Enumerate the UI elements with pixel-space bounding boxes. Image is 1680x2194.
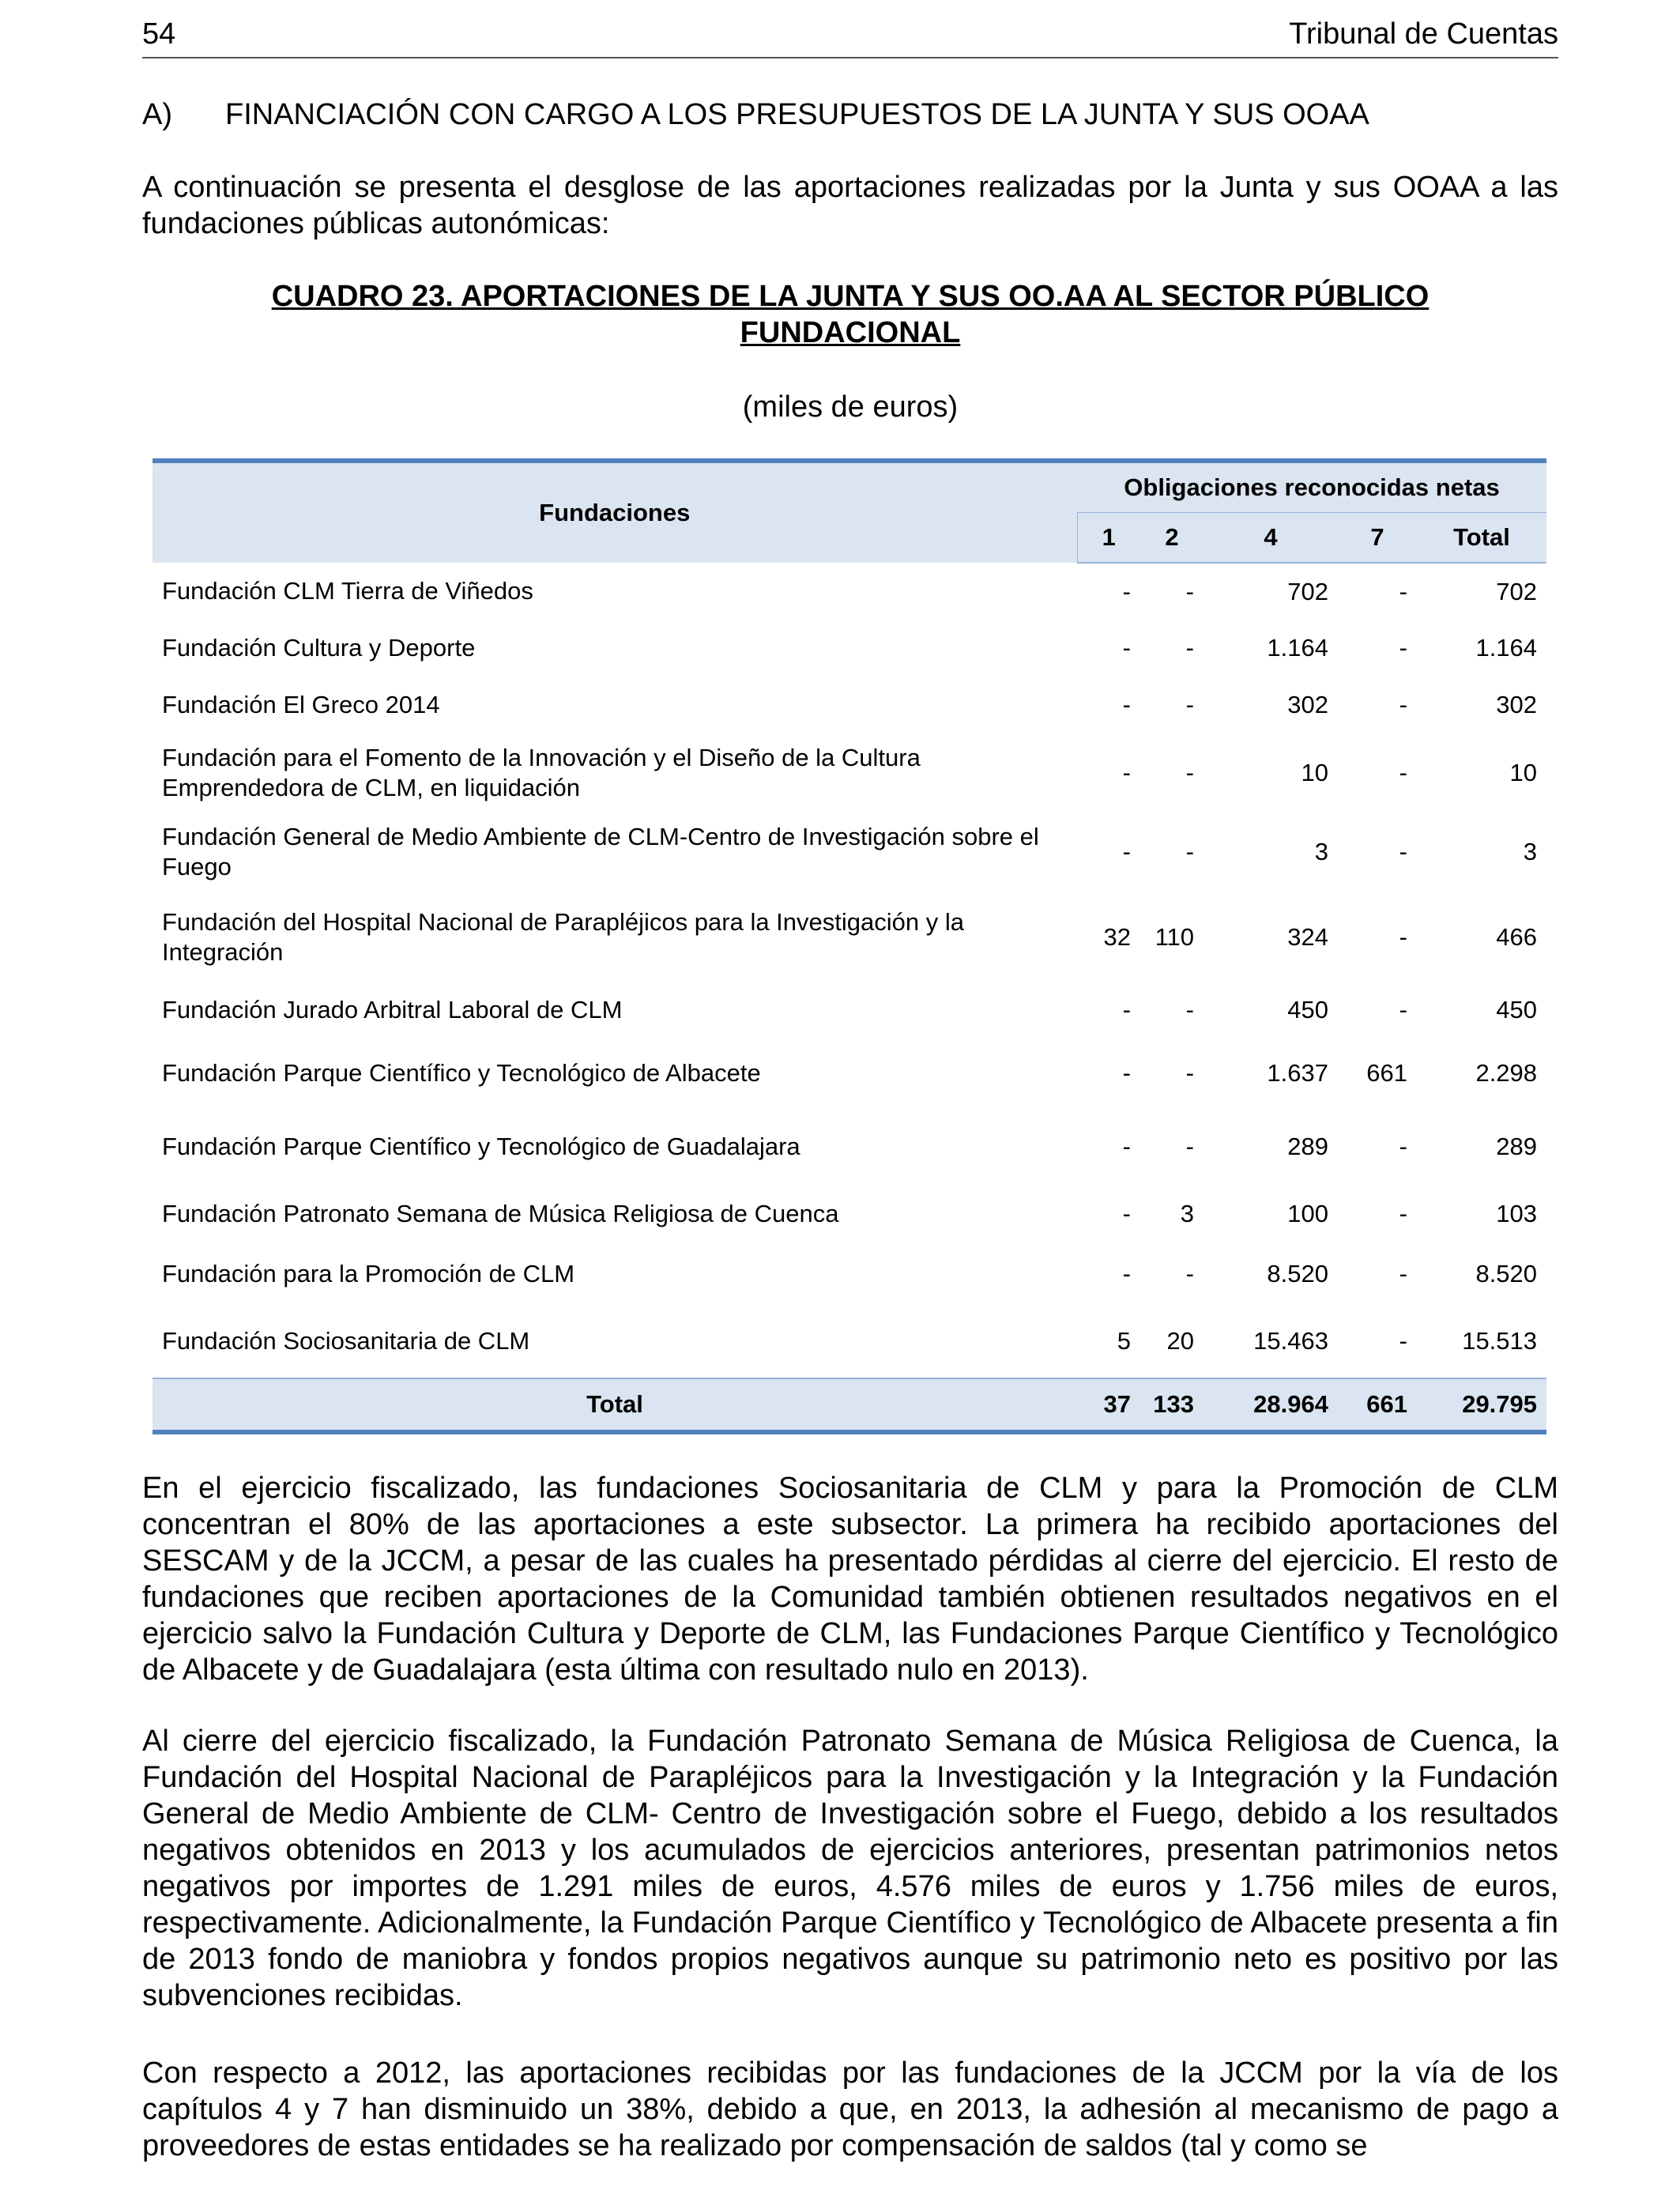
row-name: Fundación CLM Tierra de Viñedos [162, 577, 533, 605]
cell-c1: - [1122, 1260, 1131, 1287]
cell-c4: 302 [1287, 691, 1328, 718]
cell-c7: - [1399, 577, 1407, 605]
cell-c2: - [1185, 759, 1194, 786]
table-row [153, 1304, 1546, 1378]
cell-c1: - [1122, 1059, 1131, 1087]
cell-c2: - [1185, 996, 1194, 1023]
cell-c7: 661 [1366, 1059, 1407, 1087]
cell-total: 10 [1509, 759, 1538, 786]
table-units: (miles de euros) [742, 390, 959, 424]
cell-total: 3 [1523, 838, 1538, 865]
cell-c7: - [1399, 691, 1407, 718]
row-name: Fundación El Greco 2014 [162, 691, 440, 718]
cell-c7: - [1399, 838, 1407, 865]
row-name: Fundación Cultura y Deporte [162, 634, 476, 662]
aportaciones-table [153, 458, 1546, 1434]
table-row [153, 677, 1546, 733]
header-col-2: 2 [1140, 513, 1203, 564]
table-row [153, 1244, 1546, 1304]
table-row [153, 563, 1546, 620]
row-name: Fundación General de Medio Ambiente de CLM-Centro de Investigación sobre el Fuego [162, 823, 1039, 880]
cell-c2: 3 [1180, 1200, 1194, 1227]
cell-c1: 32 [1103, 922, 1131, 951]
section-title: FINANCIACIÓN CON CARGO A LOS PRESUPUESTOS DE LA JUNTA Y SUS OOAA [225, 98, 1369, 131]
cell-total: 2.298 [1475, 1059, 1538, 1087]
table-caption-line2: FUNDACIONAL [740, 316, 961, 349]
table-body [153, 563, 1546, 1378]
cell-c2: - [1185, 634, 1194, 662]
total-c2: 133 [1140, 1378, 1203, 1432]
intro-paragraph: A continuación se presenta el desglose de las aportaciones realizadas por la Junta y sus OOAA a las fundaciones públicas autonómicas: [142, 171, 1558, 240]
paragraph-concentration: En el ejercicio fiscalizado, las fundaciones Sociosanitaria de CLM y para la Promoción de CLM concentran el 80% de las aportaciones a este subsector. La primera ha recibido aportaciones del SESCAM y de la JCCM, a pesar de las cuales ha presentado pérdidas al cierre del ejercicio. El resto de fundaciones que reciben aportaciones de la Comunidad también obtienen resultados negativos en el ejercicio salvo la Fundación Cultura y Deporte de CLM, las Fundaciones Parque Científico y Tecnológico de Albacete y de Guadalajara (esta última con resultado nulo en 2013). [142, 1472, 1558, 1687]
header-col-4: 4 [1203, 513, 1338, 564]
cell-c7: - [1399, 996, 1407, 1023]
cell-c2: - [1185, 1260, 1194, 1287]
cell-c4: 10 [1301, 759, 1328, 786]
cell-total: 103 [1496, 1200, 1538, 1227]
cell-c7: - [1399, 634, 1407, 662]
cell-total: 450 [1496, 996, 1538, 1023]
cell-total: 702 [1496, 577, 1538, 605]
table-row [153, 982, 1546, 1038]
header-obligaciones: Obligaciones reconocidas netas [1077, 461, 1546, 513]
cell-c2: 110 [1155, 922, 1194, 951]
cell-c4: 1.164 [1267, 634, 1328, 662]
cell-c4: 289 [1287, 1132, 1328, 1160]
cell-total: 8.520 [1475, 1260, 1538, 1287]
row-name: Fundación Jurado Arbitral Laboral de CLM [162, 996, 623, 1023]
section-heading [142, 98, 1369, 132]
header-col-total: Total [1417, 513, 1546, 564]
total-c1: 37 [1077, 1378, 1140, 1432]
section-letter: A) [142, 98, 172, 131]
cell-c2: - [1185, 1132, 1194, 1160]
cell-total: 15.513 [1462, 1326, 1538, 1355]
cell-c1: - [1122, 838, 1131, 865]
total-total: 29.795 [1417, 1378, 1546, 1432]
cell-total: 289 [1496, 1132, 1538, 1160]
cell-c1: - [1122, 759, 1131, 786]
cell-c2: - [1185, 838, 1194, 865]
cell-c7: - [1399, 1260, 1407, 1287]
table-row [153, 1109, 1546, 1184]
cell-c2: - [1185, 577, 1194, 605]
cell-c4: 702 [1287, 577, 1328, 605]
total-c7: 661 [1338, 1378, 1417, 1432]
cell-c4: 100 [1287, 1200, 1328, 1227]
cell-c4: 8.520 [1267, 1260, 1328, 1287]
row-name: Fundación para la Promoción de CLM [162, 1260, 575, 1287]
cell-c1: - [1122, 691, 1131, 718]
cell-c2: - [1185, 691, 1194, 718]
table-caption-line1: CUADRO 23. APORTACIONES DE LA JUNTA Y SUS OO.AA AL SECTOR PÚBLICO [271, 280, 1430, 313]
total-c4: 28.964 [1203, 1378, 1338, 1432]
page-number: 54 [142, 17, 176, 51]
cell-c2: 20 [1166, 1326, 1194, 1355]
cell-c7: - [1399, 922, 1407, 951]
header-fundaciones: Fundaciones [153, 461, 1077, 563]
paragraph-patrimonio: Al cierre del ejercicio fiscalizado, la Fundación Patronato Semana de Música Religiosa de Cuenca, la Fundación del Hospital Nacional de Parapléjicos para la Investigación y la Integración y la Fundación General de Medio Ambiente de CLM- Centro de Investigación sobre el Fuego, debido a los resultados negativos obtenidos en 2013 y los acumulados de ejercicios anteriores, presentan patrimonios netos negativos por importes de 1.291 miles de euros, 4.576 miles de euros y 1.756 miles de euros, respectivamente. Adicionalmente, la Fundación Parque Científico y Tecnológico de Albacete presenta a fin de 2013 fondo de maniobra y fondos propios negativos aunque su patrimonio neto es positivo por las subvenciones recibidas. [142, 1725, 1558, 2012]
cell-total: 466 [1496, 922, 1538, 951]
cell-c7: - [1399, 1326, 1407, 1355]
table-row [153, 1184, 1546, 1244]
row-name: Fundación para el Fomento de la Innovación y el Diseño de la Cultura Emprendedora de CLM, en liquidación [162, 744, 921, 801]
header-organization: Tribunal de Cuentas [1289, 17, 1558, 51]
cell-c4: 15.463 [1253, 1326, 1328, 1355]
cell-c7: - [1399, 759, 1407, 786]
header-col-1: 1 [1077, 513, 1140, 564]
cell-c7: - [1399, 1200, 1407, 1227]
total-row [153, 1378, 1546, 1432]
table-row [153, 1038, 1546, 1109]
page-header [142, 14, 1558, 58]
cell-c7: - [1399, 1132, 1407, 1160]
cell-c4: 324 [1287, 922, 1328, 951]
row-name: Fundación Sociosanitaria de CLM [162, 1326, 530, 1355]
cell-c2: - [1185, 1059, 1194, 1087]
row-name: Fundación Parque Científico y Tecnológico de Albacete [162, 1059, 761, 1087]
cell-c1: 5 [1117, 1326, 1131, 1355]
cell-c1: - [1122, 996, 1131, 1023]
cell-c4: 450 [1287, 996, 1328, 1023]
row-name: Fundación del Hospital Nacional de Parapléjicos para la Investigación y la Integración [162, 907, 964, 966]
cell-c1: - [1122, 634, 1131, 662]
cell-total: 1.164 [1475, 634, 1538, 662]
table-caption [142, 278, 1558, 351]
table-row [153, 892, 1546, 982]
cell-total: 302 [1496, 691, 1538, 718]
row-name: Fundación Parque Científico y Tecnológico de Guadalajara [162, 1132, 800, 1160]
cell-c4: 3 [1314, 838, 1328, 865]
cell-c1: - [1122, 577, 1131, 605]
cell-c4: 1.637 [1267, 1059, 1328, 1087]
table-row [153, 620, 1546, 677]
cell-c1: - [1122, 1132, 1131, 1160]
cell-c1: - [1122, 1200, 1131, 1227]
table-row [153, 812, 1546, 892]
header-col-7: 7 [1338, 513, 1417, 564]
paragraph-comparison-2012: Con respecto a 2012, las aportaciones recibidas por las fundaciones de la JCCM por la vía de los capítulos 4 y 7 han disminuido un 38%, debido a que, en 2013, la adhesión al mecanismo de pago a proveedores de estas entidades se ha realizado por compensación de saldos (tal y como se [142, 2056, 1558, 2162]
table-row [153, 733, 1546, 812]
total-label: Total [153, 1378, 1077, 1432]
row-name: Fundación Patronato Semana de Música Religiosa de Cuenca [162, 1200, 839, 1227]
